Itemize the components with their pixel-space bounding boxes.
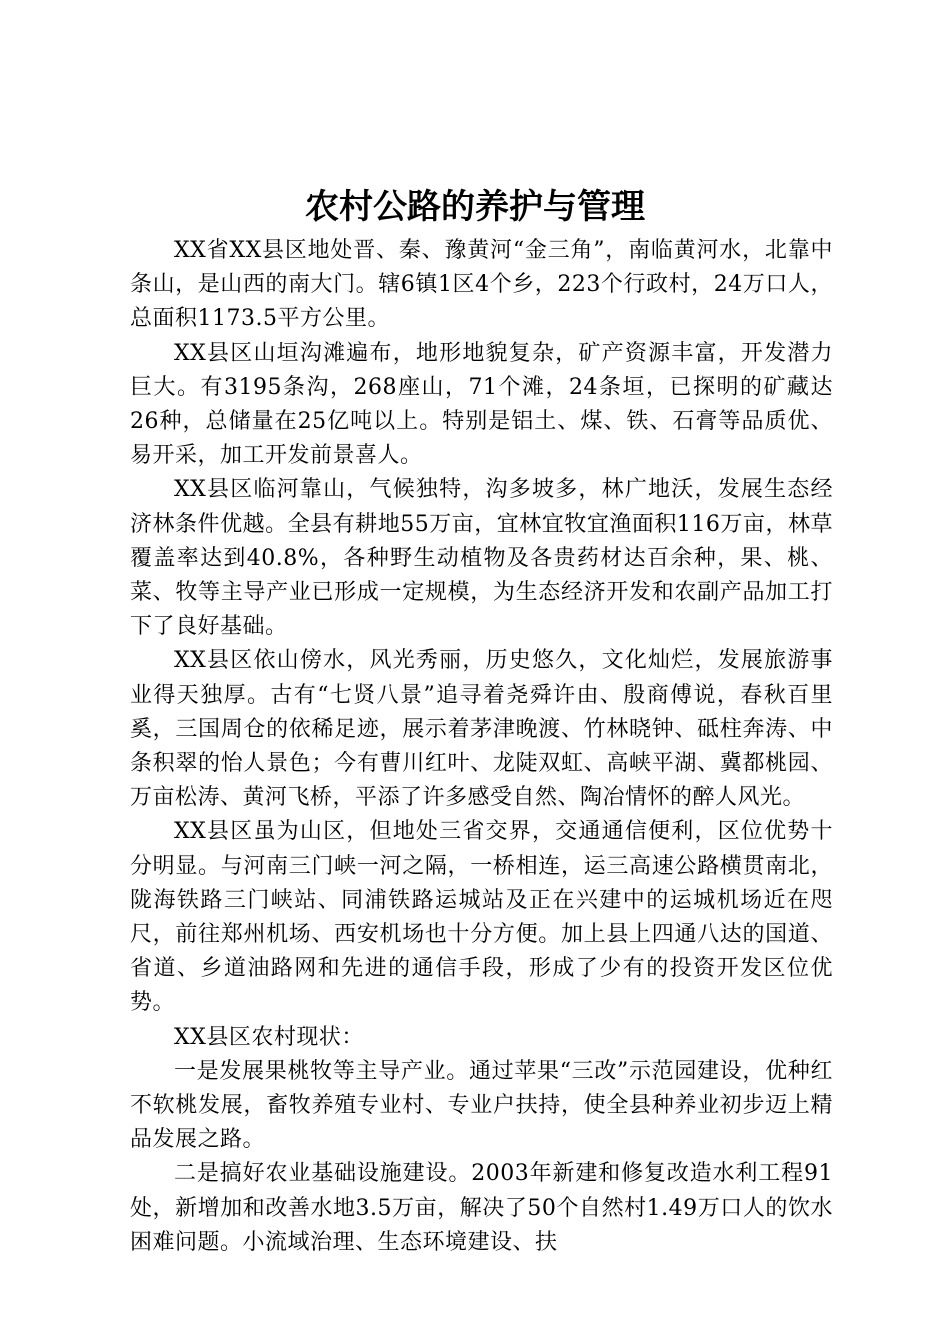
document-body — [130, 234, 833, 1260]
paragraph-rural-status-heading: XX县区农村现状： — [174, 1024, 364, 1050]
paragraph-transportation: XX县区虽为山区，但地处三省交界，交通通信便利，区位优势十分明显。与河南三门峡一河之隔，一桥相连，运三高速公路横贯南北，陇海铁路三门峡站、同浦铁路运城站及正在兴建中的运城机场近在咫尺，前往郑州机场、西安机场也十分方便。加上县上四通八达的国道、省道、乡道油路网和先进的通信手段，形成了少有的投资开发区位优势。 — [130, 819, 833, 1016]
document-title: 农村公路的养护与管理 — [305, 187, 645, 227]
paragraph-mineral-resources: XX县区山垣沟滩遍布，地形地貌复杂，矿产资源丰富，开发潜力巨大。有3195条沟，268座山，71个滩，24条垣，已探明的矿藏达26种，总储量在25亿吨以上。特别是铝土、煤、铁、石膏等品质优、易开采，加工开发前景喜人。 — [130, 340, 833, 469]
paragraph-location: XX省XX县区地处晋、秦、豫黄河“金三角”，南临黄河水，北靠中条山，是山西的南大门。辖6镇1区4个乡，223个行政村，24万口人，总面积1173.5平方公里。 — [130, 238, 833, 332]
paragraph-ecology: XX县区临河靠山，气候独特，沟多坡多，林广地沃，发展生态经济林条件优越。全县有耕地55万亩，宜林宜牧宜渔面积116万亩，林草覆盖率达到40.8%，各种野生动植物及各贵药材达百余种，果、桃、菜、牧等主导产业已形成一定规模，为生态经济开发和农副产品加工打下了良好基础。 — [130, 477, 833, 640]
paragraph-infrastructure: 二是搞好农业基础设施建设。2003年新建和修复改造水利工程91处，新增加和改善水地3.5万亩，解决了50个自然村1.49万口人的饮水困难问题。小流域治理、生态环境建设、扶 — [130, 1161, 833, 1255]
paragraph-tourism: XX县区依山傍水，风光秀丽，历史悠久，文化灿烂，发展旅游事业得天独厚。古有“七贤八景”追寻着尧舜许由、殷商傅说，春秋百里奚，三国周仓的依稀足迹，展示着茅津晚渡、竹林晓钟、砥柱奔涛、中条积翠的怡人景色；今有曹川红叶、龙陡双虹、高峡平湖、冀都桃园、万亩松涛、黄河飞桥，平添了许多感受自然、陶冶情怀的醉人风光。 — [130, 648, 833, 811]
paragraph-leading-industries: 一是发展果桃牧等主导产业。通过苹果“三改”示范园建设，优种红不软桃发展，畜牧养殖专业村、专业户扶持，使全县种养业初步迈上精品发展之路。 — [130, 1058, 833, 1153]
